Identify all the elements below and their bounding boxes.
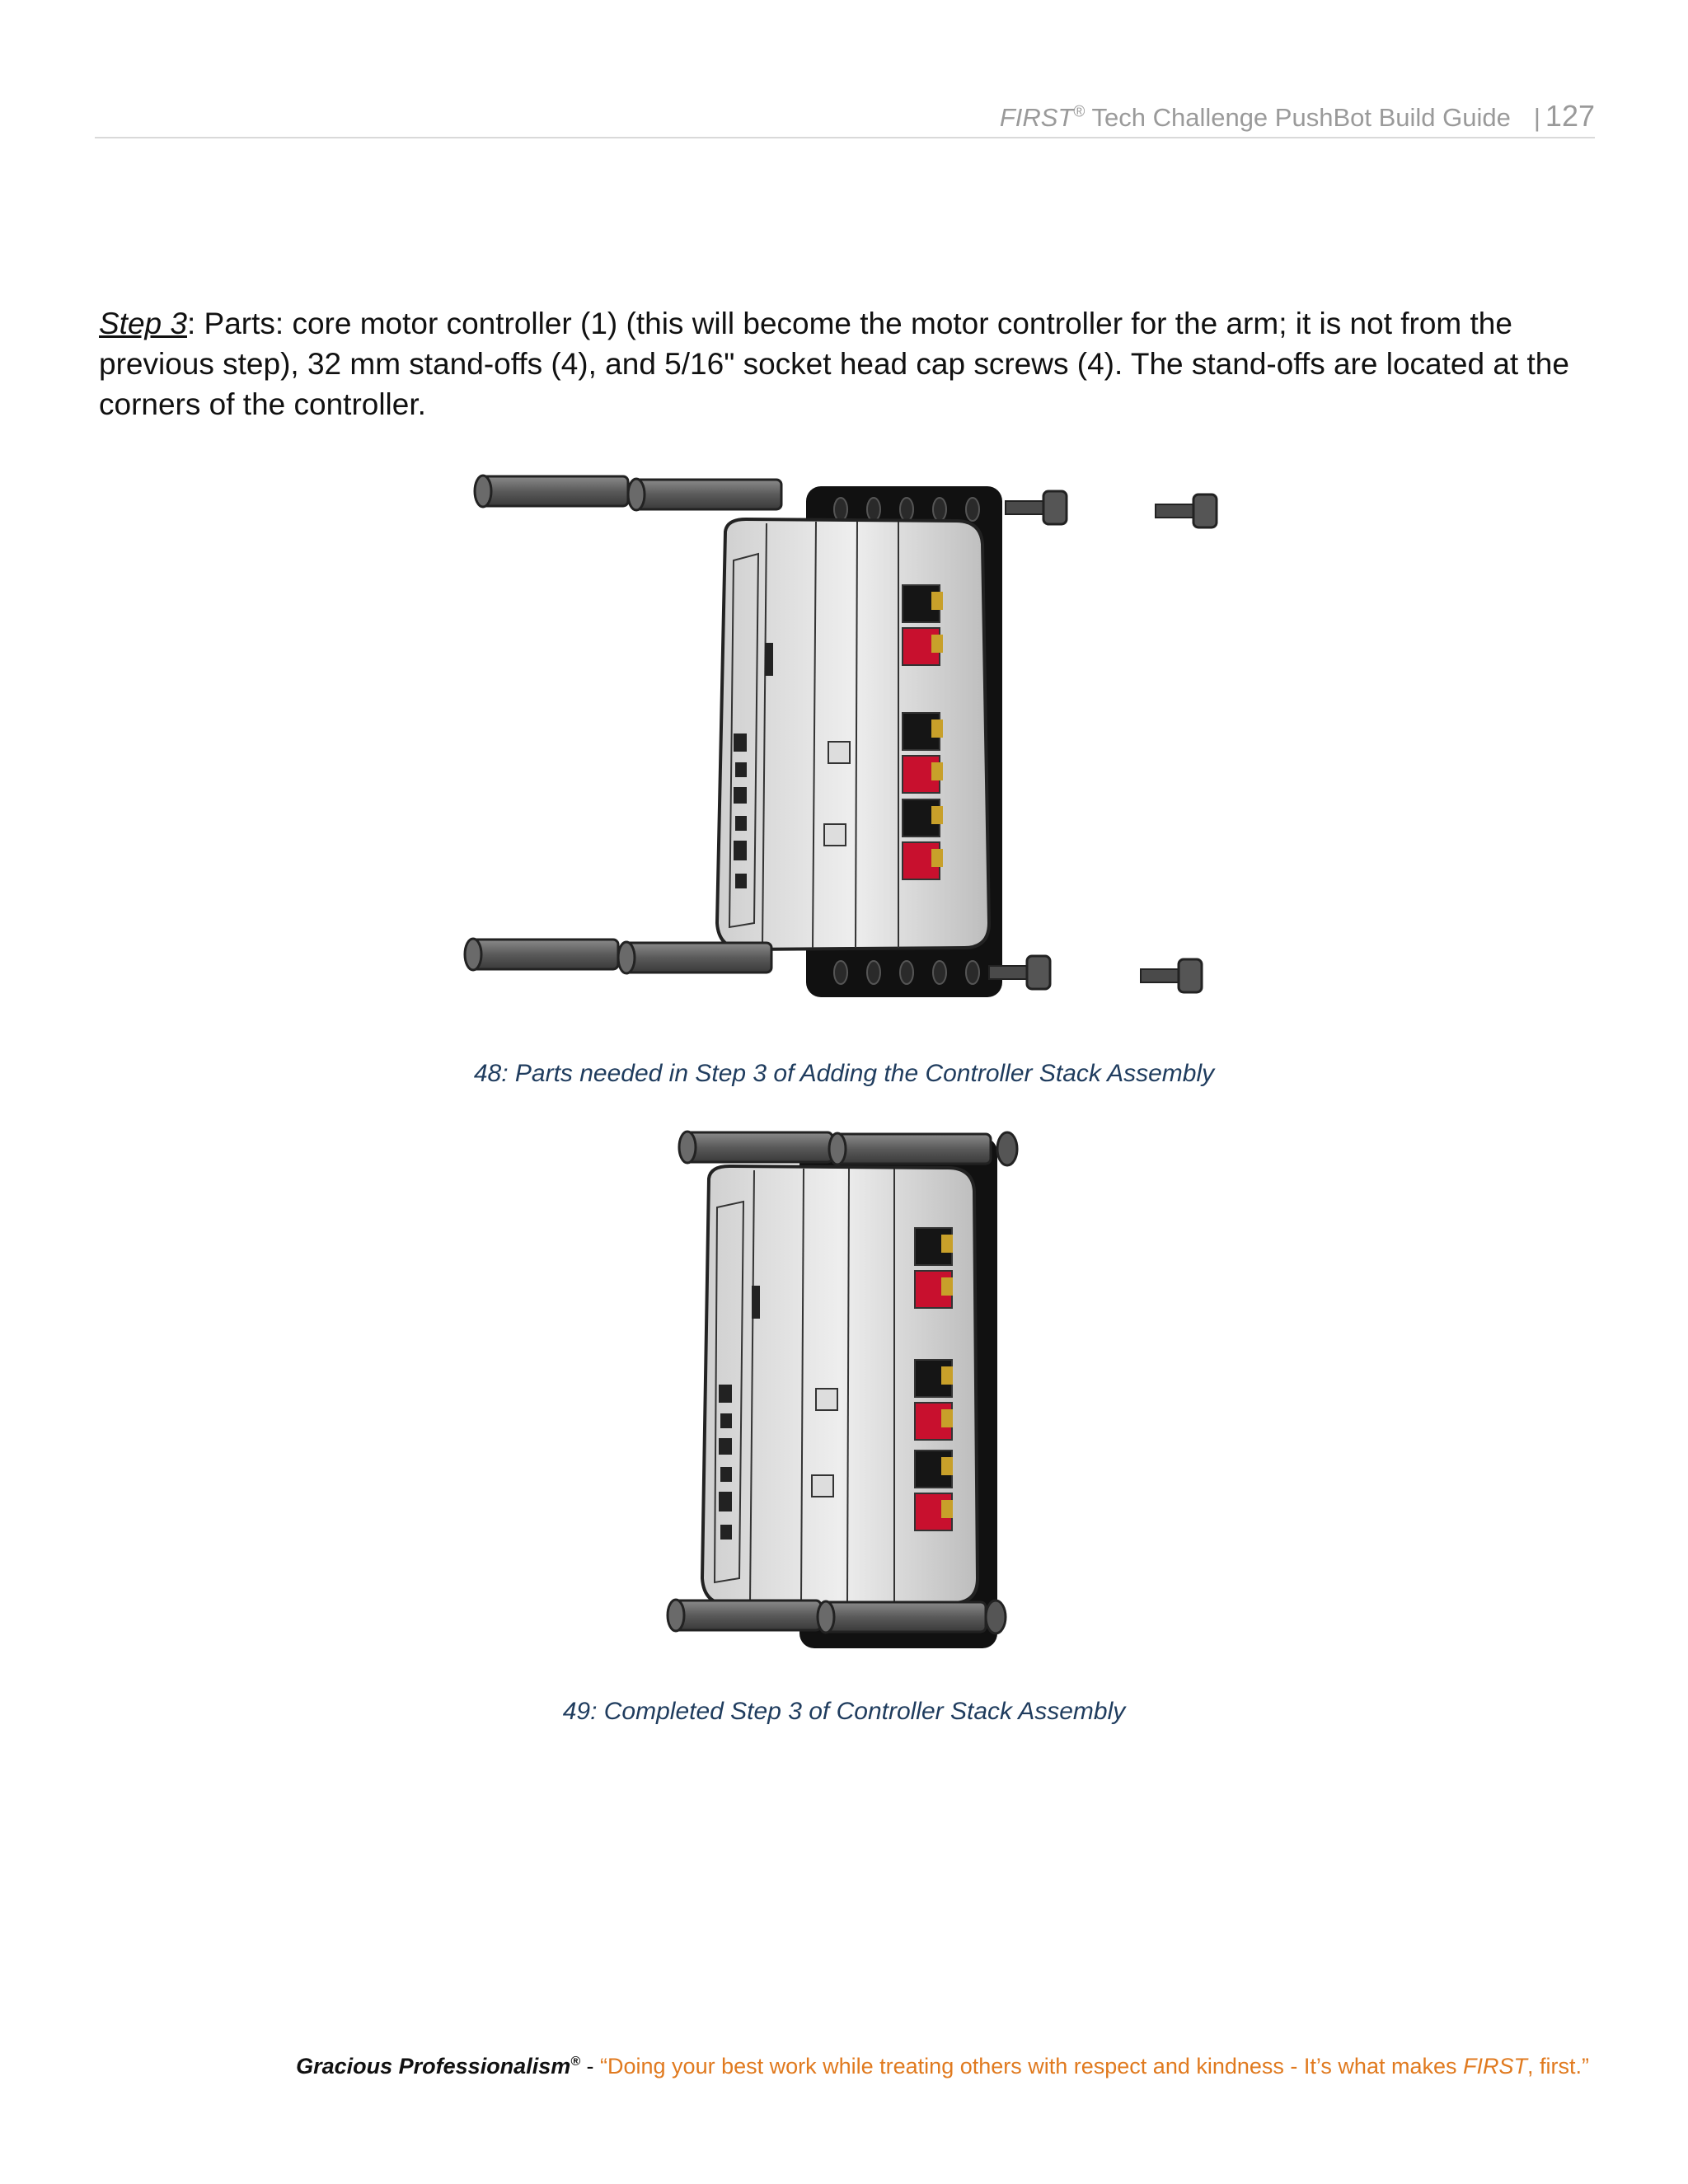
header-reg-mark: ® — [1073, 103, 1085, 121]
standoff-top-right — [628, 479, 781, 510]
step-paragraph — [99, 303, 1599, 424]
footer-quote-end: , first.” — [1527, 2054, 1589, 2079]
figure-completed-assembly — [651, 1121, 1039, 1657]
header-first: FIRST — [999, 103, 1074, 132]
parts-illustration — [462, 462, 1236, 1022]
footer-reg-mark: ® — [570, 2055, 581, 2069]
figure-parts-needed — [462, 462, 1236, 1022]
screw-top-2 — [1156, 494, 1217, 527]
screw-bottom-2 — [1141, 959, 1202, 992]
header-title — [1000, 99, 1595, 134]
step-label: Step 3 — [99, 307, 187, 340]
header-title-rest: Tech Challenge PushBot Build Guide — [1085, 103, 1511, 132]
page-number: 127 — [1545, 99, 1595, 133]
assembly-illustration — [651, 1121, 1039, 1657]
standoffs-bottom — [668, 1600, 1006, 1633]
footer-quote — [600, 2054, 1589, 2079]
standoff-bottom-right — [618, 942, 771, 973]
standoffs-top — [679, 1132, 1017, 1165]
footer-dash: - — [580, 2054, 601, 2079]
page-header — [95, 92, 1595, 138]
header-separator: | — [1533, 103, 1540, 132]
figure-48-caption: 48: Parts needed in Step 3 of Adding the Controller Stack Assembly — [473, 1060, 1215, 1087]
page-footer — [296, 2054, 1589, 2079]
power-connectors — [915, 1228, 953, 1530]
footer-quote-first: FIRST — [1463, 2054, 1527, 2079]
power-connectors — [903, 585, 943, 879]
footer-quote-start: “Doing your best work while treating others with respect and kindness - It’s what makes — [600, 2054, 1463, 2079]
step-text: : Parts: core motor controller (1) (this will become the motor controller for the arm; it is not from the previous step), 32 mm stand-offs (4), and 5/16" socket head cap screws (4). The stand-offs are located at the corners of the controller. — [99, 307, 1569, 421]
standoff-top-left — [475, 476, 628, 507]
figure-49-caption: 49: Completed Step 3 of Controller Stack Assembly — [562, 1698, 1126, 1725]
screw-top-1 — [1006, 491, 1067, 524]
footer-gp-label: Gracious Professionalism — [296, 2054, 571, 2079]
standoff-bottom-left — [465, 939, 618, 970]
